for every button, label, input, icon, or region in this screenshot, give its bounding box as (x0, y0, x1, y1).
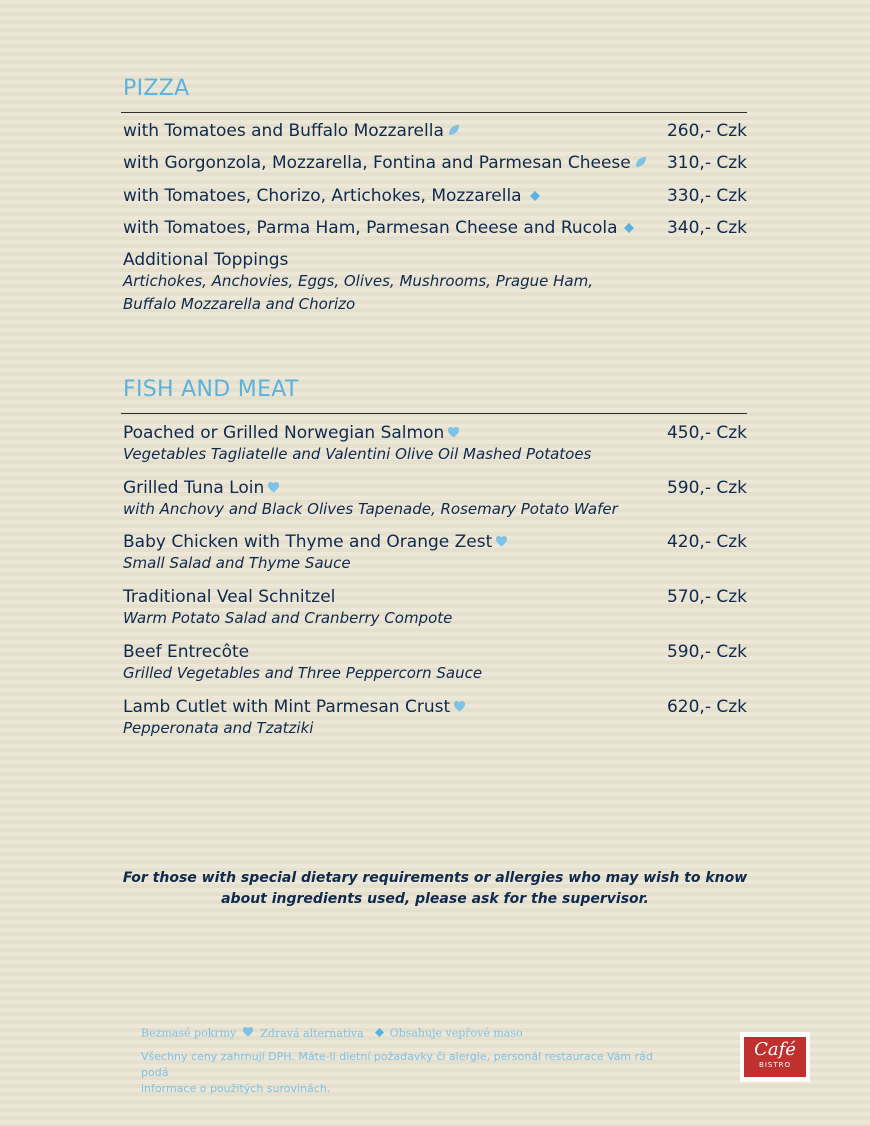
item-description: Small Salad and Thyme Sauce (123, 554, 351, 572)
leaf-icon (635, 153, 647, 173)
heart-icon (496, 532, 507, 552)
legend-vegetarian: Bezmasé pokrmy (141, 1026, 237, 1040)
heart-icon (448, 423, 459, 443)
item-name: Lamb Cutlet with Mint Parmesan Crust (123, 697, 451, 717)
menu-item (123, 186, 747, 206)
item-description: Pepperonata and Tzatziki (123, 719, 314, 737)
item-price: 260,- Czk (666, 121, 747, 141)
item-price: 330,- Czk (666, 186, 747, 206)
menu-item (123, 587, 747, 630)
menu-item (123, 218, 747, 238)
item-name: Traditional Veal Schnitzel (123, 587, 336, 607)
section-title-pizza: PIZZA (123, 76, 190, 101)
vat-disclaimer-line: Všechny ceny zahrnují DPH. Máte-li dietní požadavky či alergie, personál restaurace Vám rád podá (141, 1050, 653, 1079)
logo-badge (744, 1037, 806, 1077)
menu-item (123, 697, 747, 740)
section-divider (121, 413, 747, 414)
cafe-bistro-logo (740, 1032, 810, 1082)
icon-legend (141, 1026, 523, 1040)
vat-disclaimer-line: informace o použitých surovinách. (141, 1082, 331, 1095)
additional-toppings (123, 250, 747, 316)
item-name: with Tomatoes, Parma Ham, Parmesan Cheese and Rucola (123, 218, 618, 238)
menu-item (123, 153, 747, 173)
item-description: Warm Potato Salad and Cranberry Compote (123, 609, 453, 627)
heart-icon (454, 697, 465, 717)
item-name: with Gorgonzola, Mozzarella, Fontina and Parmesan Cheese (123, 153, 631, 173)
heart-icon (268, 478, 279, 498)
section-title-fish-meat: FISH AND MEAT (123, 377, 299, 402)
heart-icon (243, 1027, 253, 1040)
allergy-note-line: For those with special dietary requirements or allergies who may wish to know (122, 870, 748, 886)
menu-item (123, 532, 747, 575)
item-name: with Tomatoes and Buffalo Mozzarella (123, 121, 444, 141)
legend-healthy: Zdravá alternativa (260, 1026, 364, 1040)
logo-subtitle: BISTRO (759, 1061, 791, 1069)
item-price: 590,- Czk (666, 642, 747, 662)
section-divider (121, 112, 747, 113)
leaf-icon (448, 121, 460, 141)
item-description: Vegetables Tagliatelle and Valentini Olive Oil Mashed Potatoes (123, 445, 592, 463)
item-price: 620,- Czk (666, 697, 747, 717)
additional-toppings-list: Buffalo Mozzarella and Chorizo (123, 295, 356, 313)
legend-pork: Obsahuje vepřové maso (389, 1026, 523, 1040)
menu-item (123, 121, 747, 141)
item-name: Beef Entrecôte (123, 642, 250, 662)
item-price: 310,- Czk (666, 153, 747, 173)
item-price: 590,- Czk (666, 478, 747, 498)
menu-item (123, 478, 747, 521)
additional-toppings-title: Additional Toppings (123, 250, 289, 270)
item-description: with Anchovy and Black Olives Tapenade, Rosemary Potato Wafer (123, 500, 618, 518)
additional-toppings-list: Artichokes, Anchovies, Eggs, Olives, Mushrooms, Prague Ham, (123, 272, 594, 290)
vat-disclaimer (141, 1049, 681, 1097)
item-name: with Tomatoes, Chorizo, Artichokes, Mozzarella (123, 186, 522, 206)
diamond-icon (624, 218, 634, 238)
item-name: Grilled Tuna Loin (123, 478, 265, 498)
item-description: Grilled Vegetables and Three Peppercorn Sauce (123, 664, 483, 682)
item-price: 420,- Czk (666, 532, 747, 552)
item-name: Poached or Grilled Norwegian Salmon (123, 423, 445, 443)
allergy-note-line: about ingredients used, please ask for the supervisor. (221, 891, 649, 907)
item-name: Baby Chicken with Thyme and Orange Zest (123, 532, 493, 552)
logo-script: Café (754, 1039, 796, 1060)
item-price: 340,- Czk (666, 218, 747, 238)
menu-item (123, 423, 747, 466)
diamond-icon (375, 1027, 384, 1040)
menu-item (123, 642, 747, 685)
allergy-note (0, 868, 870, 910)
item-price: 570,- Czk (666, 587, 747, 607)
item-price: 450,- Czk (666, 423, 747, 443)
diamond-icon (530, 186, 540, 206)
